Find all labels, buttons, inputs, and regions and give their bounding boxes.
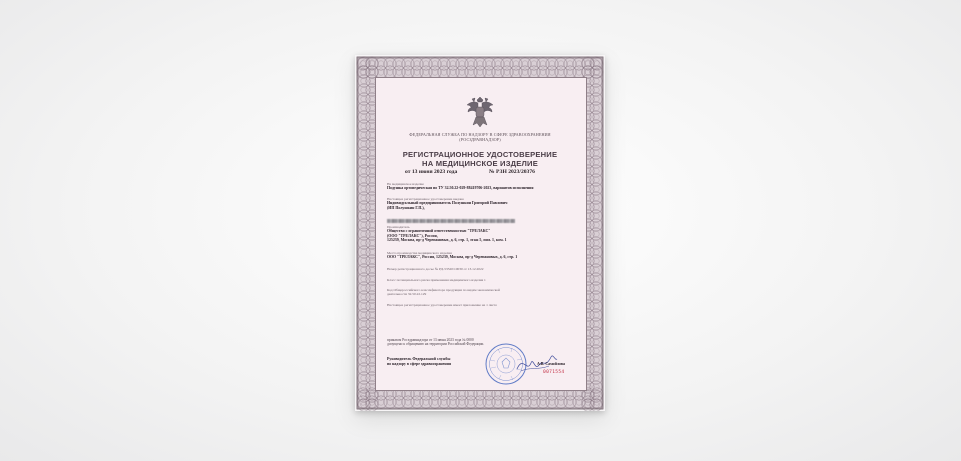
- okpd-code: [387, 288, 573, 296]
- device-value: Подушка ортопедическая по ТУ 32.50.22-029-88419706-2023, вариантов исполнения: [387, 186, 534, 191]
- device-section: [387, 182, 573, 191]
- signatory-title: [387, 357, 451, 366]
- order-text-2: допущено к обращению на территории Российской Федерации.: [387, 342, 485, 347]
- production-site-section: [387, 251, 573, 260]
- holder-value-2: (ИП Полушкин Г.П.),: [387, 205, 425, 210]
- manufacturer-label: Производитель: [387, 225, 410, 229]
- signatory-title-2: по надзору в сфере здравоохранения: [387, 361, 451, 366]
- registration-file: [387, 267, 573, 271]
- risk-class-text: Класс потенциального риска применения медицинского изделия 1: [387, 278, 486, 282]
- manufacturer-value-1: Общество с ограниченной ответственностью "ТРЕЛАКС": [387, 229, 491, 234]
- certificate-title: [385, 150, 575, 168]
- agency-name: [385, 132, 575, 142]
- manufacturer-value-3: 125239, Москва, пр-д Черепановых, д. 6, стр. 1, этаж 5, пом. 1, ком. 1: [387, 238, 507, 243]
- manufacturer-section: [387, 225, 573, 243]
- risk-class: [387, 278, 573, 282]
- okpd-text-1: Код Общероссийского классификатора продукции по видам экономической: [387, 288, 500, 292]
- signer-name: А.В. Самойлова: [537, 362, 565, 366]
- attachment-note: [387, 303, 573, 307]
- attachment-text: Настоящее регистрационное удостоверение имеет приложение на 1 листе: [387, 303, 497, 307]
- registration-file-text: Номер регистрационного досье № РД-53520/10030 от 13.12.2022: [387, 267, 484, 271]
- holder-label: Настоящее регистрационное удостоверение выдано: [387, 197, 465, 201]
- agency-short: (РОСЗДРАВНАДЗОР): [459, 137, 501, 142]
- order-note: [387, 338, 484, 347]
- manufacturer-value-2: (ООО "ТРЕЛАКС"), Россия,: [387, 233, 438, 238]
- form-serial-number: 0071554: [543, 370, 565, 375]
- title-line-1: РЕГИСТРАЦИОННОЕ УДОСТОВЕРЕНИЕ: [402, 150, 558, 159]
- production-site-value: ООО "ТРЕЛАКС", Россия, 125239, Москва, пр-д Черепановых, д. 6, стр. 1: [387, 255, 518, 260]
- order-text-1: приказом Росздравнадзора от 13 июня 2023 года № 0000: [387, 338, 474, 342]
- certificate-sheet: [355, 55, 605, 411]
- certificate-date: от 13 июня 2023 года: [405, 169, 458, 175]
- coat-of-arms-icon: [457, 95, 503, 131]
- holder-section: [387, 197, 573, 228]
- certificate-number: № РЗН 2023/20376: [489, 169, 535, 175]
- redacted-address: [387, 219, 515, 224]
- production-site-label: Место производства медицинского изделия: [387, 251, 452, 255]
- title-line-2: НА МЕДИЦИНСКОЕ ИЗДЕЛИЕ: [422, 159, 538, 168]
- holder-value-1: Индивидуальный предприниматель Полушкин Григорий Павлович: [387, 201, 508, 206]
- okpd-text-2: деятельности 32.50.22.129: [387, 292, 427, 297]
- agency-line: ФЕДЕРАЛЬНАЯ СЛУЖБА ПО НАДЗОРУ В СФЕРЕ ЗДРАВООХРАНЕНИЯ: [409, 132, 551, 137]
- signatory-title-1: Руководитель Федеральной службы: [387, 357, 451, 361]
- device-label: На медицинское изделие: [387, 182, 424, 186]
